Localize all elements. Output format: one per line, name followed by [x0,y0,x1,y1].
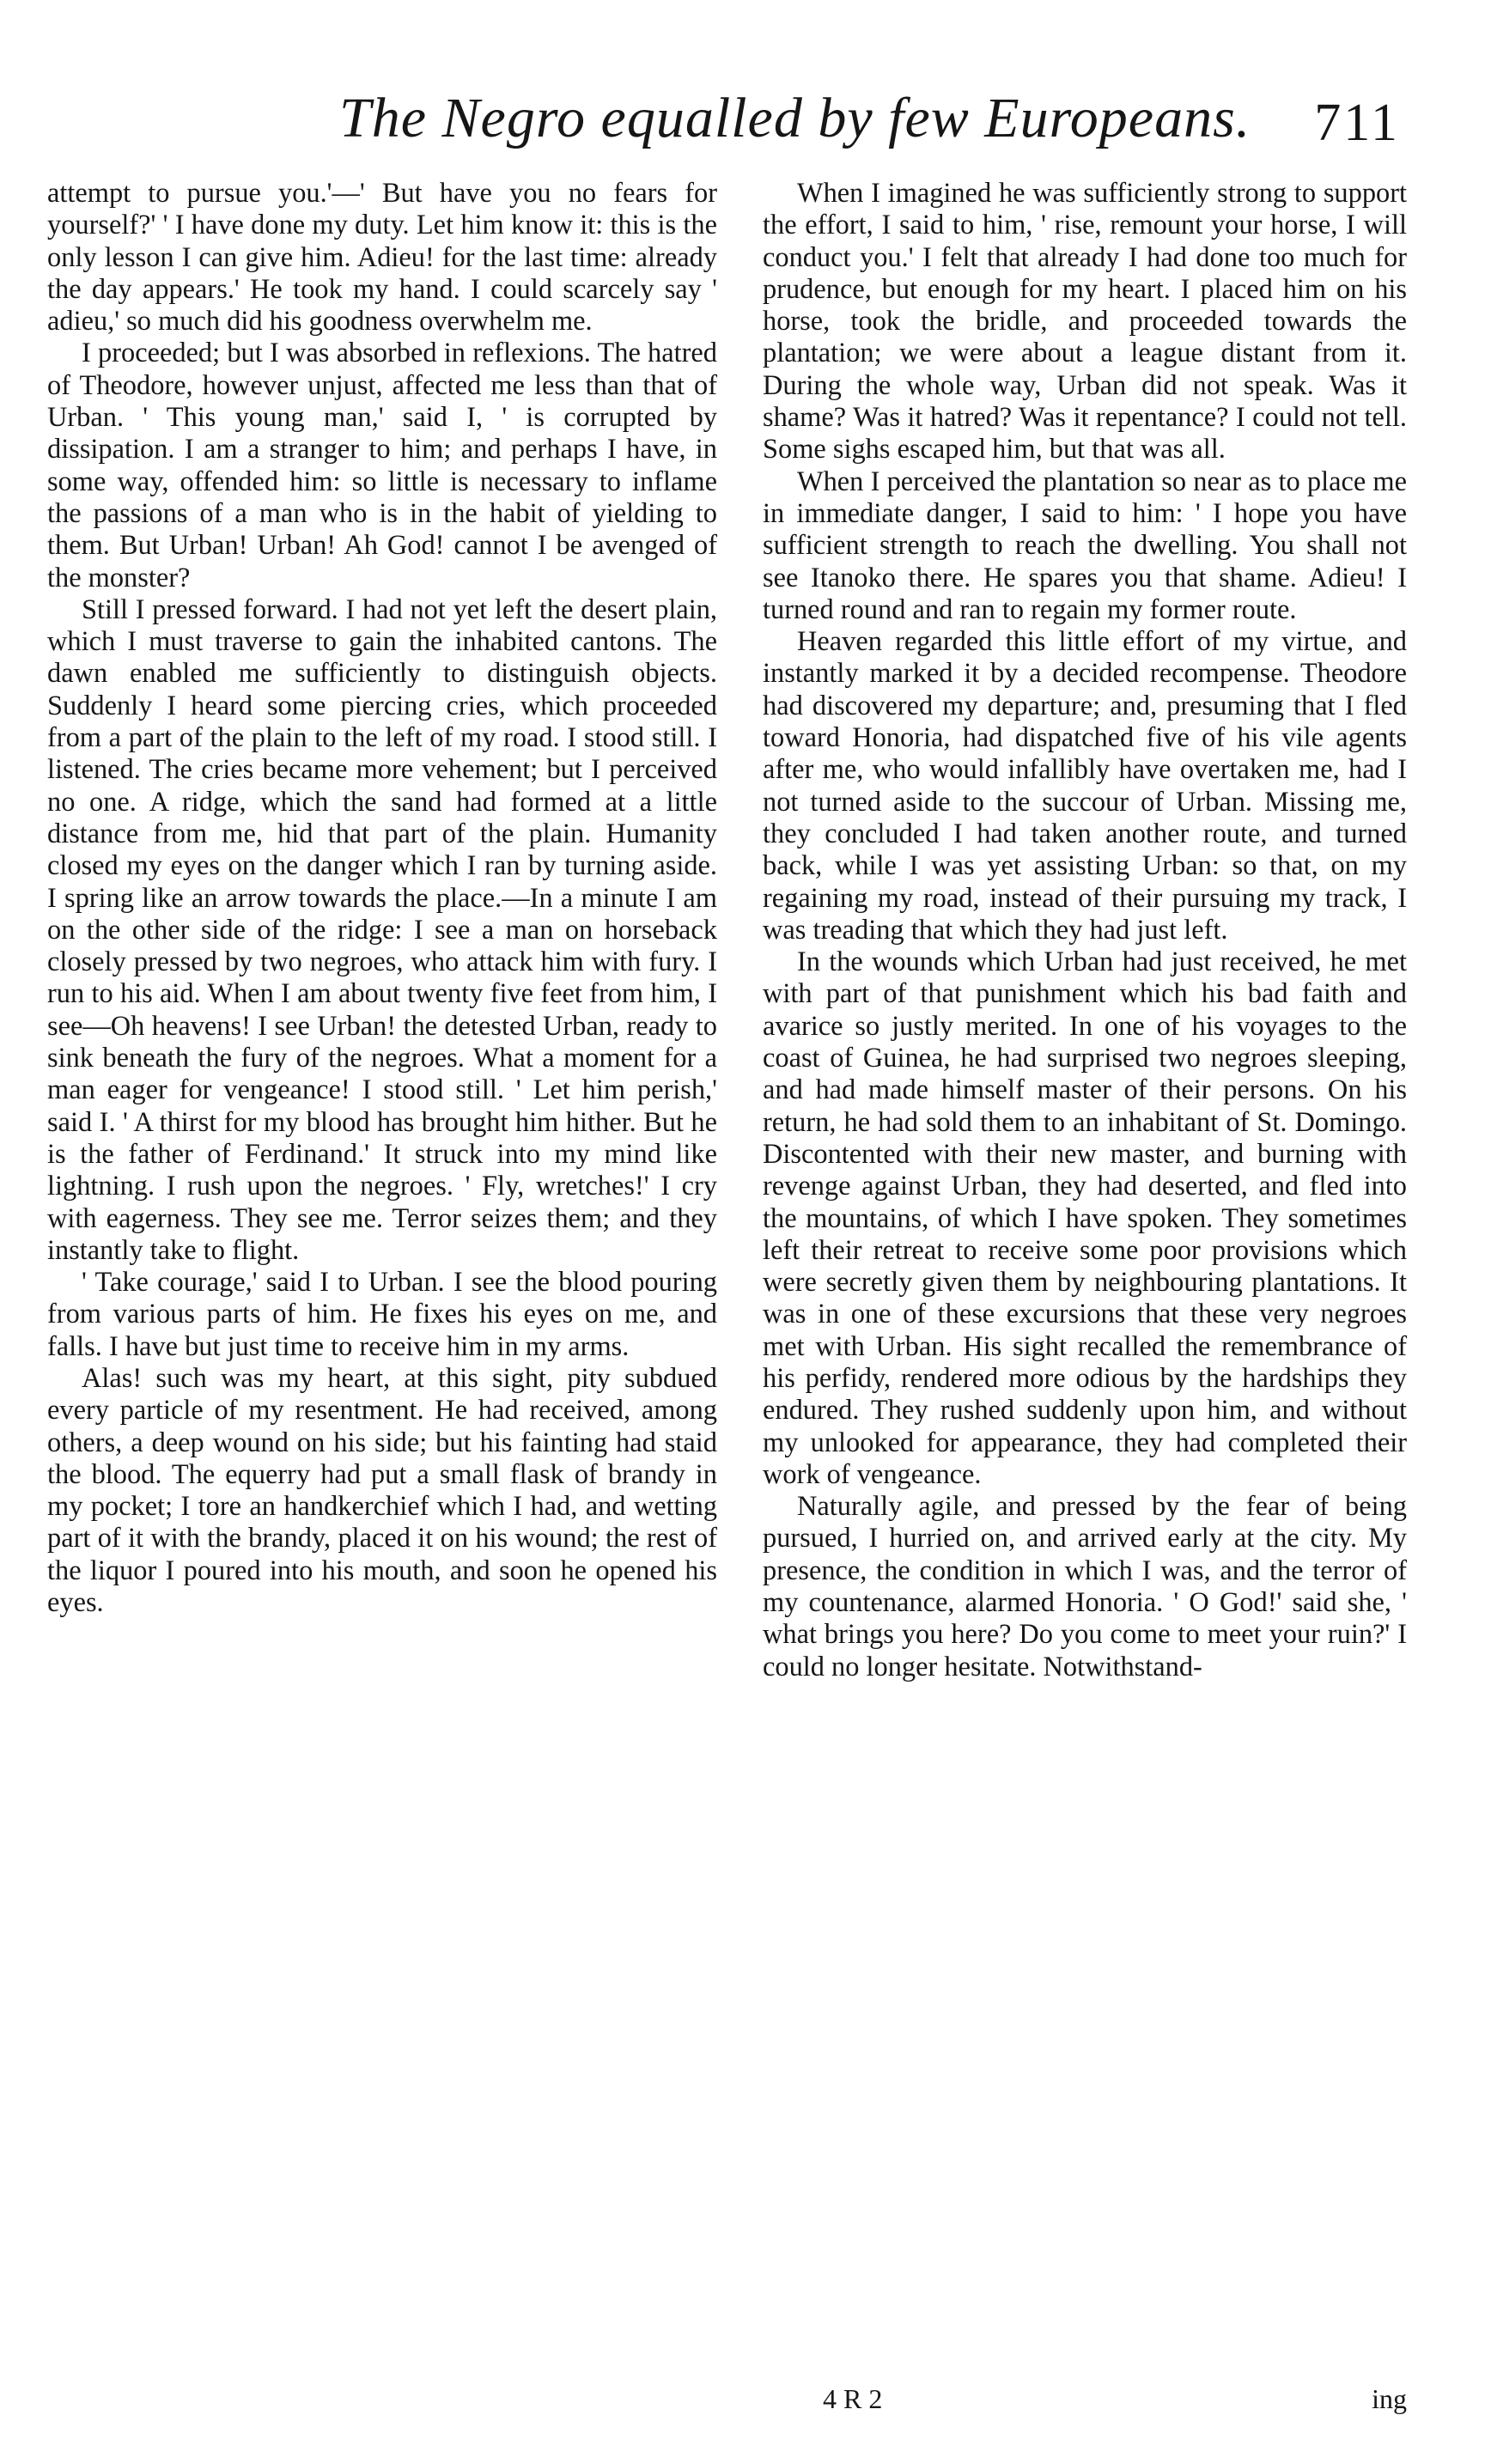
paragraph: ' Take courage,' said I to Urban. I see the blood pouring from various parts of him. He fixes his eyes on me, and falls. I have but just time to receive him in my arms. [47,1267,717,1362]
paragraph: Still I pressed forward. I had not yet left the desert plain, which I must traverse to gain the inhabited cantons. The dawn enabled me sufficiently to distinguish objects. Suddenly I heard some piercing cries, which proceeded from a part of the plain to the left of my road. I stood still. I listened. The cries became more vehement; but I perceived no one. A ridge, which the sand had formed at a little distance from me, hid that part of the plain. Humanity closed my eyes on the danger which I ran by turning aside. I spring like an arrow towards the place.—In a minute I am on the other side of the ridge: I see a man on horseback closely pressed by two negroes, who attack him with fury. I run to his aid. When I am about twenty five feet from him, I see—Oh heavens! I see Urban! the detested Urban, ready to sink beneath the fury of the negroes. What a moment for a man eager for vengeance! I stood still. ' Let him perish,' said I. ' A thirst for my blood has brought him hither. But he is the father of Ferdinand.' It struck into my mind like lightning. I rush upon the negroes. ' Fly, wretches!' I cry with eagerness. They see me. Terror seizes them; and they instantly take to flight. [47,593,717,1266]
paragraph: Naturally agile, and pressed by the fear of being pursued, I hurried on, and arrived early at the city. My presence, the condition in which I was, and the terror of my countenance, alarmed Honoria. ' O God!' said she, ' what brings you here? Do you come to meet your ruin?' I could no longer hesitate. Notwithstand- [763,1491,1407,1682]
page-header [258,86,1400,189]
page-number: 711 [1314,94,1400,152]
paragraph: I proceeded; but I was absorbed in reflexions. The hatred of Theodore, however unjust, affected me less than that of Urban. ' This young man,' said I, ' is corrupted by dissipation. I am a stranger to him; and perhaps I have, in some way, offended him: so little is necessary to inflame the passions of a man who is in the habit of yielding to them. But Urban! Urban! Ah God! cannot I be avenged of the monster? [47,338,717,593]
catchword: ing [1372,2383,1407,2414]
page-footer [763,2383,1407,2426]
paragraph: Heaven regarded this little effort of my virtue, and instantly marked it by a decided recompense. Theodore had discovered my departure; and, presuming that I fled toward Honoria, had dispatched five of his vile agents after me, who would infallibly have overtaken me, had I not turned aside to the succour of Urban. Missing me, they concluded I had taken another route, and turned back, while I was yet assisting Urban: so that, on my regaining my road, instead of their pursuing my track, I was treading that which they had just left. [763,626,1407,946]
paragraph: When I perceived the plantation so near as to place me in immediate danger, I said to him: ' I hope you have sufficient strength to reach the dwelling. You shall not see Itanoko there. He spares you that shame. Adieu! I turned round and ran to regain my former route. [763,465,1407,625]
signature-mark: 4 R 2 [823,2383,883,2414]
left-column [47,178,717,1619]
paragraph: Alas! such was my heart, at this sight, pity subdued every particle of my resentment. He had received, among others, a deep wound on his side; but his fainting had staid the blood. The equerry had put a small flask of brandy in my pocket; I tore an handkerchief which I had, and wetting part of it with the brandy, placed it on his wound; the rest of the liquor I poured into his mouth, and soon he opened his eyes. [47,1362,717,1619]
running-title: The Negro equalled by few Europeans. [339,87,1251,149]
paragraph: When I imagined he was sufficiently strong to support the effort, I said to him, ' rise, remount your horse, I will conduct you.' I felt that already I had done too much for prudence, but enough for my heart. I placed him on his horse, took the bridle, and proceeded towards the plantation; we were about a league distant from it. During the whole way, Urban did not speak. Was it shame? Was it hatred? Was it repentance? I could not tell. Some sighs escaped him, but that was all. [763,178,1407,465]
paragraph: In the wounds which Urban had just received, he met with part of that punishment which his bad faith and avarice so justly merited. In one of his voyages to the coast of Guinea, he had surprised two negroes sleeping, and had made himself master of their persons. On his return, he had sold them to an inhabitant of St. Domingo. Discontented with their new master, and burning with revenge against Urban, they had deserted, and fled into the mountains, of which I have spoken. They sometimes left their retreat to receive some poor provisions which were secretly given them by neighbouring plantations. It was in one of these excursions that these very negroes met with Urban. His sight recalled the remembrance of his perfidy, rendered more odious by the hardships they endured. They rushed suddenly upon him, and without my unlooked for appearance, they had completed their work of vengeance. [763,946,1407,1490]
paragraph: attempt to pursue you.'—' But have you no fears for yourself?' ' I have done my duty. Let him know it: this is the only lesson I can give him. Adieu! for the last time: already the day appears.' He took my hand. I could scarcely say ' adieu,' so much did his goodness overwhelm me. [47,178,717,338]
right-column [763,178,1407,1683]
